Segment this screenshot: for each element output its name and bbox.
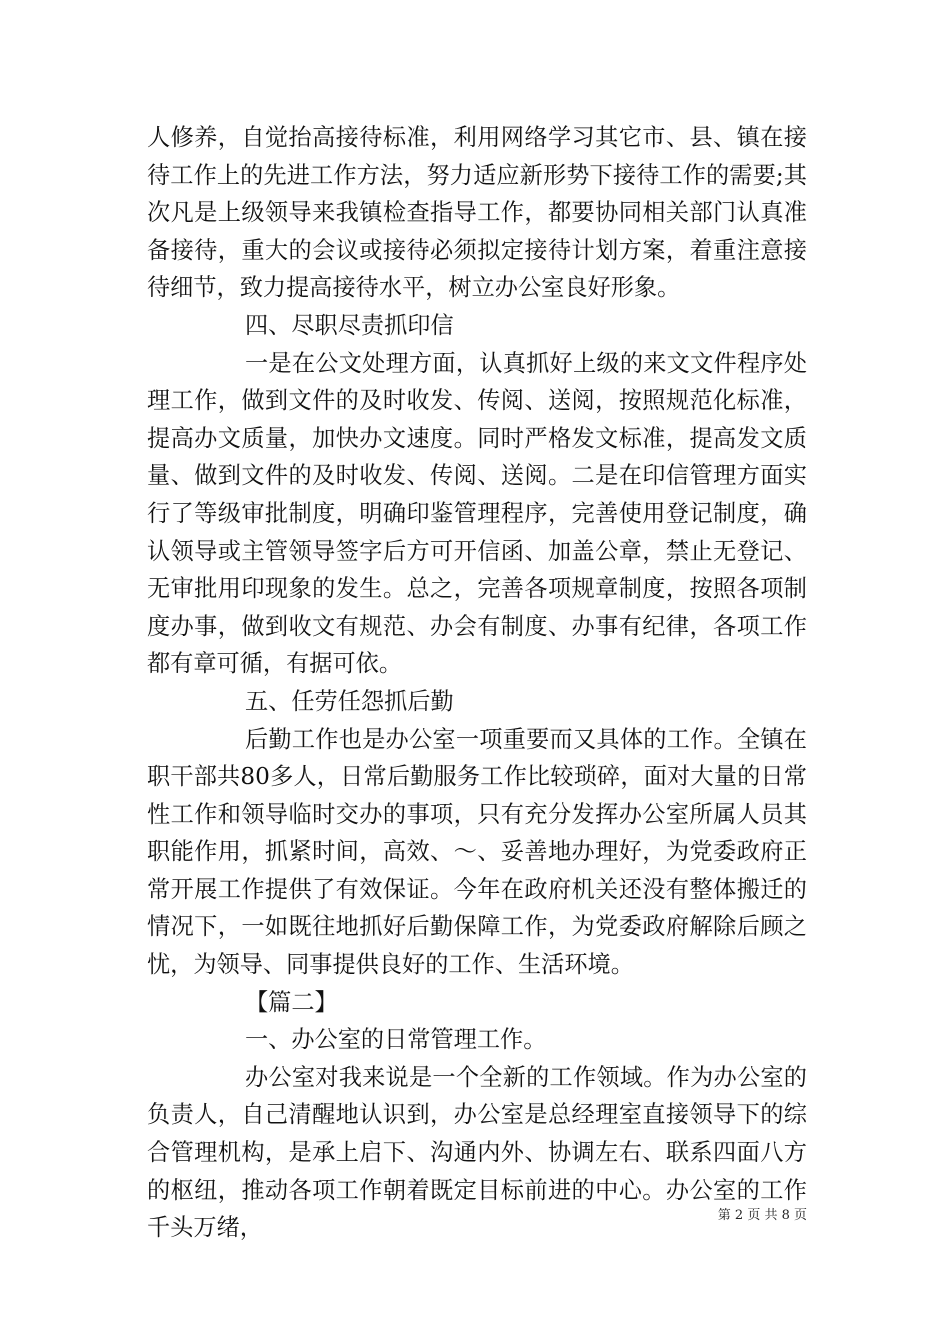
paragraph-office-management: 办公室对我来说是一个全新的工作领域。作为办公室的负责人，自己清醒地认识到，办公室是总经理室直接领导下的综合管理机构，是承上启下、沟通内外、协调左右、联系四面八方的枢纽，推动各项工作朝着既定目标前进的中心。办公室的工作千头万绪， [147,1063,807,1242]
paragraph-logistics: 后勤工作也是办公室一项重要而又具体的工作。全镇在职干部共80多人，日常后勤服务工作比较琐碎，面对大量的日常性工作和领导临时交办的事项，只有充分发挥办公室所属人员其职能作用，抓紧时间，高效、～、妥善地办理好，为党委政府正常开展工作提供了有效保证。今年在政府机关还没有整体搬迁的情况下，一如既往地抓好后勤保障工作，为党委政府解除后顾之忧，为领导、同事提供良好的工作、生活环境。 [147,725,807,979]
section-heading-seals: 四、尽职尽责抓印信 [245,311,454,339]
section-heading-logistics: 五、任劳任怨抓后勤 [245,687,454,715]
section-heading-office-management: 一、办公室的日常管理工作。 [245,1026,547,1054]
paragraph-seals: 一是在公文处理方面，认真抓好上级的来文文件程序处理工作，做到文件的及时收发、传阅、送阅，按照规范化标准，提高办文质量，加快办文速度。同时严格发文标准，提高发文质量、做到文件的及时收发、传阅、送阅。二是在印信管理方面实行了等级审批制度，明确印鉴管理程序，完善使用登记制度，确认领导或主管领导签字后方可开信函、加盖公章，禁止无登记、无审批用印现象的发生。总之，完善各项规章制度，按照各项制度办事，做到收文有规范、办会有制度、办事有纪律，各项工作都有章可循，有据可依。 [147,349,807,678]
paragraph-reception-continued: 人修养，自觉抬高接待标准，利用网络学习其它市、县、镇在接待工作上的先进工作方法，努力适应新形势下接待工作的需要;其次凡是上级领导来我镇检查指导工作，都要协同相关部门认真准备接待，重大的会议或接待必须拟定接待计划方案，着重注意接待细节，致力提高接待水平，树立办公室良好形象。 [147,124,807,302]
part-heading-two: 【篇二】 [245,988,338,1016]
document-body [147,119,807,1247]
page-number: 第 2 页 共 8 页 [717,1208,807,1223]
